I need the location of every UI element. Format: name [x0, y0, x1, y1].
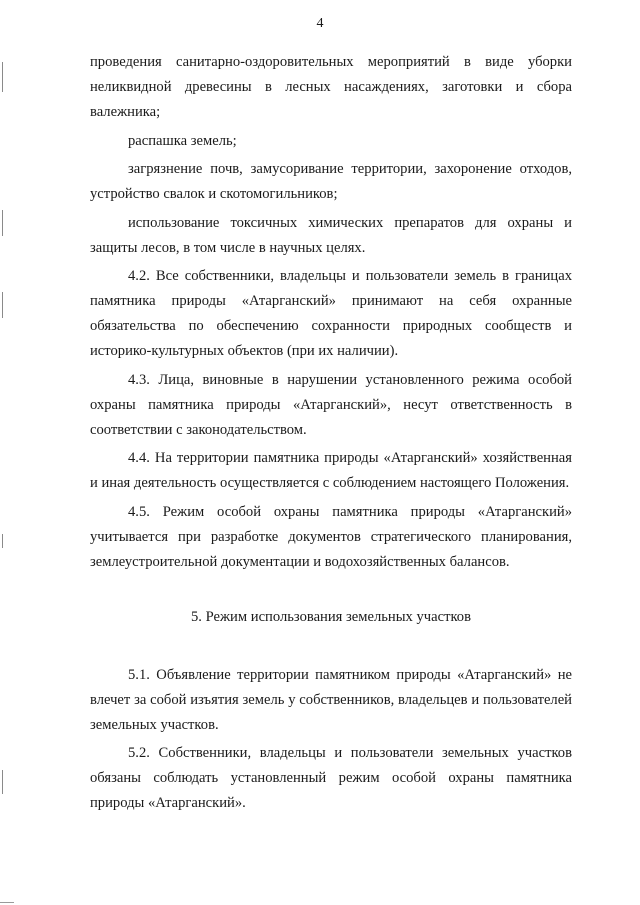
paragraph-continuation: проведения санитарно-оздоровительных мероприятий в виде уборки неликвидной древесины в лесных насаждениях, заготовки и сбора валежника; — [90, 54, 572, 120]
scan-edge-mark — [2, 770, 3, 794]
page-number: 4 — [316, 16, 324, 31]
paragraph-ploughing: распашка земель; — [128, 132, 237, 149]
paragraph-5-1: 5.1. Объявление территории памятником природы «Атарганский» не влечет за собой изъятия земель у собственников, владельцев и пользователей земельных участков. — [90, 666, 572, 733]
paragraph-4-2: 4.2. Все собственники, владельцы и пользователи земель в границах памятника природы «Атарганский» принимают на себя охранные обязательства по обеспечению сохранности природных сообществ и историко-культурных объектов (при их наличии). — [90, 268, 572, 359]
paragraph-pollution: загрязнение почв, замусоривание территории, захоронение отходов, устройство свалок и скотомогильников; — [90, 161, 572, 202]
document-body — [90, 50, 572, 820]
scan-edge-mark — [2, 210, 3, 236]
paragraph-5-2: 5.2. Собственники, владельцы и пользователи земельных участков обязаны соблюдать установленный режим особой охраны памятника природы «Атарганский». — [90, 745, 572, 811]
scan-edge-mark — [2, 62, 3, 92]
paragraph-chemicals: использование токсичных химических препаратов для охраны и защиты лесов, в том числе в научных целях. — [90, 214, 572, 256]
scan-edge-mark — [2, 292, 3, 318]
paragraph-4-4: 4.4. На территории памятника природы «Атарганский» хозяйственная и иная деятельность осуществляется с соблюдением настоящего Положения. — [90, 450, 572, 491]
scan-edge-mark — [2, 534, 3, 548]
section-5-heading: 5. Режим использования земельных участков — [190, 608, 471, 625]
paragraph-4-3: 4.3. Лица, виновные в нарушении установленного режима особой охраны памятника природы «Атарганский», несут ответственность в соответствии с законодательством. — [90, 371, 572, 438]
paragraph-4-5: 4.5. Режим особой охраны памятника природы «Атарганский» учитывается при разработке документов стратегического планирования, землеустроительной документации и водохозяйственных балансов. — [90, 503, 572, 570]
scan-bottom-line — [0, 902, 14, 903]
